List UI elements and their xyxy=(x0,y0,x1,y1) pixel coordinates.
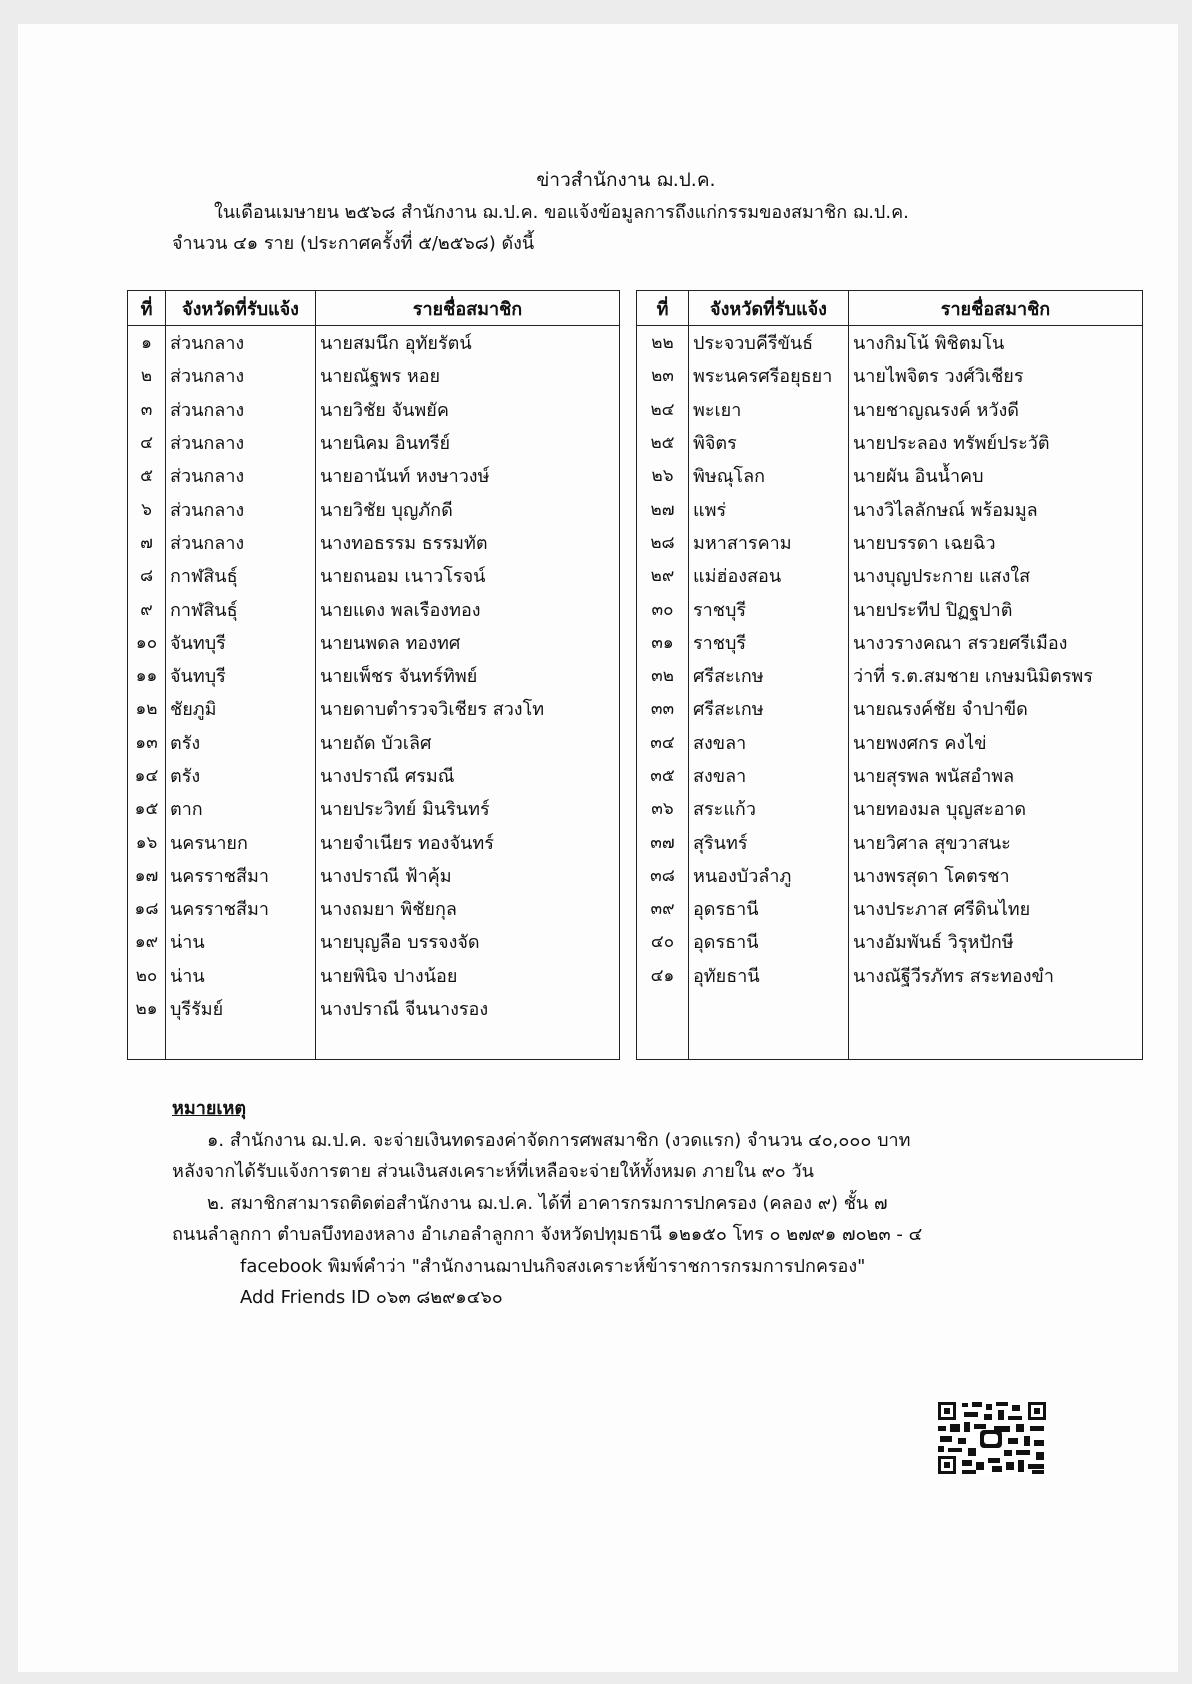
table-row xyxy=(128,326,620,360)
row-member-name xyxy=(316,1025,620,1059)
row-member-name: นายนิคม อินทรีย์ xyxy=(316,426,620,459)
row-number: ๙ xyxy=(128,592,166,625)
row-number: ๓๒ xyxy=(637,659,689,692)
table-row xyxy=(128,492,620,525)
row-province: นครนายก xyxy=(166,825,316,858)
table-row xyxy=(637,559,1143,592)
row-member-name: นายถัด บัวเลิศ xyxy=(316,726,620,759)
table-row xyxy=(637,359,1143,392)
row-member-name: นางบุญประกาย แสงใส xyxy=(849,559,1143,592)
note-line-5: facebook พิมพ์คำว่า "สำนักงานฌาปนกิจสงเคราะห์ข้าราชการกรมการปกครอง" xyxy=(240,1256,866,1277)
row-member-name: นายไพจิตร วงศ์วิเชียร xyxy=(849,359,1143,392)
row-member-name: นายแดง พลเรืองทอง xyxy=(316,592,620,625)
row-number: ๑๒ xyxy=(128,692,166,725)
table-row xyxy=(128,592,620,625)
row-member-name: นางพรสุดา โคตรชา xyxy=(849,859,1143,892)
row-number: ๓๘ xyxy=(637,859,689,892)
row-member-name: นายวิศาล สุขวาสนะ xyxy=(849,825,1143,858)
table-row xyxy=(128,1025,620,1059)
row-province: หนองบัวลำภู xyxy=(689,859,849,892)
row-province: สงขลา xyxy=(689,759,849,792)
table-header-row xyxy=(128,291,620,326)
row-province: พระนครศรีอยุธยา xyxy=(689,359,849,392)
row-province: พิษณุโลก xyxy=(689,459,849,492)
row-member-name: นายณัฐพร หอย xyxy=(316,359,620,392)
table-row xyxy=(637,892,1143,925)
row-number: ๒ xyxy=(128,359,166,392)
row-number: ๑๐ xyxy=(128,626,166,659)
row-member-name: นางปราณี ฟ้าคุ้ม xyxy=(316,859,620,892)
row-member-name: นายนพดล ทองทศ xyxy=(316,626,620,659)
row-number: ๒๑ xyxy=(128,992,166,1025)
row-province: ราชบุรี xyxy=(689,626,849,659)
row-province: ศรีสะเกษ xyxy=(689,692,849,725)
row-number: ๓๙ xyxy=(637,892,689,925)
row-province: ส่วนกลาง xyxy=(166,426,316,459)
row-number: ๔๐ xyxy=(637,925,689,958)
row-number: ๓๗ xyxy=(637,825,689,858)
row-member-name: นายพงศกร คงไข่ xyxy=(849,726,1143,759)
table-row xyxy=(637,526,1143,559)
row-province: นครราชสีมา xyxy=(166,892,316,925)
row-province xyxy=(689,1025,849,1059)
member-table-left xyxy=(127,290,620,1060)
table-row xyxy=(637,959,1143,992)
row-member-name: นางอัมพันธ์ วิรุหปักษี xyxy=(849,925,1143,958)
row-province: มหาสารคาม xyxy=(689,526,849,559)
row-province: สงขลา xyxy=(689,726,849,759)
row-province: ประจวบคีรีขันธ์ xyxy=(689,326,849,360)
table-row xyxy=(637,393,1143,426)
row-member-name: นายอานันท์ หงษาวงษ์ xyxy=(316,459,620,492)
row-number: ๑๗ xyxy=(128,859,166,892)
row-province: อุดรธานี xyxy=(689,925,849,958)
row-member-name: นายถนอม เนาวโรจน์ xyxy=(316,559,620,592)
row-member-name: นายประทีป ปิฏฐปาติ xyxy=(849,592,1143,625)
table-row xyxy=(128,559,620,592)
page-title: ข่าวสำนักงาน ฌ.ป.ค. xyxy=(536,169,716,191)
row-number: ๒๐ xyxy=(128,959,166,992)
row-member-name: นายสุรพล พนัสอำพล xyxy=(849,759,1143,792)
table-row xyxy=(637,492,1143,525)
note-line-3: ๒. สมาชิกสามารถติดต่อสำนักงาน ฌ.ป.ค. ได้ที่ อาคารกรมการปกครอง (คลอง ๙) ชั้น ๗ xyxy=(207,1193,888,1214)
row-province: จันทบุรี xyxy=(166,659,316,692)
table-row xyxy=(637,659,1143,692)
row-number: ๒๘ xyxy=(637,526,689,559)
row-member-name: นางปราณี จีนนางรอง xyxy=(316,992,620,1025)
header-province: จังหวัดที่รับแจ้ง xyxy=(166,291,316,326)
table-row xyxy=(128,726,620,759)
row-number: ๑๙ xyxy=(128,925,166,958)
header-name: รายชื่อสมาชิก xyxy=(849,291,1143,326)
row-number: ๗ xyxy=(128,526,166,559)
table-row xyxy=(128,359,620,392)
row-member-name: นายประวิทย์ มินรินทร์ xyxy=(316,792,620,825)
row-member-name: นายบุญลือ บรรจงจัด xyxy=(316,925,620,958)
row-number: ๒๗ xyxy=(637,492,689,525)
row-number: ๔ xyxy=(128,426,166,459)
row-province: ส่วนกลาง xyxy=(166,359,316,392)
table-row xyxy=(637,326,1143,360)
row-province: แม่ฮ่องสอน xyxy=(689,559,849,592)
row-province: ส่วนกลาง xyxy=(166,492,316,525)
table-row xyxy=(637,459,1143,492)
header-province: จังหวัดที่รับแจ้ง xyxy=(689,291,849,326)
row-number: ๒๒ xyxy=(637,326,689,360)
row-member-name: นางวรางคณา สรวยศรีเมือง xyxy=(849,626,1143,659)
row-number: ๒๖ xyxy=(637,459,689,492)
row-province: ส่วนกลาง xyxy=(166,526,316,559)
table-header-row xyxy=(637,291,1143,326)
row-number xyxy=(637,1025,689,1059)
table-row xyxy=(128,626,620,659)
table-row xyxy=(128,825,620,858)
row-province: อุดรธานี xyxy=(689,892,849,925)
row-member-name: นางกิมโน้ พิชิตมโน xyxy=(849,326,1143,360)
row-province: น่าน xyxy=(166,925,316,958)
table-row xyxy=(128,393,620,426)
row-number: ๖ xyxy=(128,492,166,525)
header-no: ที่ xyxy=(128,291,166,326)
row-province: ตาก xyxy=(166,792,316,825)
intro-line-1: ในเดือนเมษายน ๒๕๖๘ สำนักงาน ฌ.ป.ค. ขอแจ้งข้อมูลการถึงแก่กรรมของสมาชิก ฌ.ป.ค. xyxy=(214,202,909,223)
row-number: ๓๔ xyxy=(637,726,689,759)
row-province: ส่วนกลาง xyxy=(166,393,316,426)
row-member-name: นายพินิจ ปางน้อย xyxy=(316,959,620,992)
table-row xyxy=(637,592,1143,625)
table-row xyxy=(637,825,1143,858)
table-row xyxy=(128,426,620,459)
table-row xyxy=(128,526,620,559)
table-row xyxy=(128,992,620,1025)
row-member-name: นางถมยา พิชัยกุล xyxy=(316,892,620,925)
row-province: ส่วนกลาง xyxy=(166,459,316,492)
row-province xyxy=(689,992,849,1025)
row-number: ๓๓ xyxy=(637,692,689,725)
row-member-name: นางวิไลลักษณ์ พร้อมมูล xyxy=(849,492,1143,525)
row-number xyxy=(128,1025,166,1059)
row-province: ตรัง xyxy=(166,726,316,759)
row-number: ๒๓ xyxy=(637,359,689,392)
row-province: ตรัง xyxy=(166,759,316,792)
row-member-name: นายณรงค์ชัย จำปาขีด xyxy=(849,692,1143,725)
row-member-name: นายจำเนียร ทองจันทร์ xyxy=(316,825,620,858)
row-province: ราชบุรี xyxy=(689,592,849,625)
note-line-4: ถนนลำลูกกา ตำบลบึงทองหลาง อำเภอลำลูกกา จังหวัดปทุมธานี ๑๒๑๕๐ โทร ๐ ๒๗๙๑ ๗๐๒๓ - ๔ xyxy=(172,1224,923,1245)
row-number: ๑๕ xyxy=(128,792,166,825)
row-number: ๑๑ xyxy=(128,659,166,692)
row-number: ๑๔ xyxy=(128,759,166,792)
row-number xyxy=(637,992,689,1025)
table-row xyxy=(128,925,620,958)
row-number: ๘ xyxy=(128,559,166,592)
row-province: พิจิตร xyxy=(689,426,849,459)
row-member-name: นายบรรดา เฉยฉิว xyxy=(849,526,1143,559)
table-row xyxy=(637,992,1143,1025)
table-row xyxy=(128,459,620,492)
row-number: ๓๕ xyxy=(637,759,689,792)
row-province: ส่วนกลาง xyxy=(166,326,316,360)
row-number: ๓๖ xyxy=(637,792,689,825)
row-province: บุรีรัมย์ xyxy=(166,992,316,1025)
table-row xyxy=(637,692,1143,725)
row-province: จันทบุรี xyxy=(166,626,316,659)
row-number: ๑ xyxy=(128,326,166,360)
row-member-name: นายวิชัย จันพยัค xyxy=(316,393,620,426)
row-number: ๓ xyxy=(128,393,166,426)
table-row xyxy=(637,626,1143,659)
row-province: อุทัยธานี xyxy=(689,959,849,992)
row-member-name: นายเพ็ชร จันทร์ทิพย์ xyxy=(316,659,620,692)
row-province: น่าน xyxy=(166,959,316,992)
row-number: ๒๙ xyxy=(637,559,689,592)
table-row xyxy=(128,792,620,825)
row-province xyxy=(166,1025,316,1059)
table-row xyxy=(637,925,1143,958)
row-number: ๒๕ xyxy=(637,426,689,459)
table-row xyxy=(637,792,1143,825)
member-table-right xyxy=(636,290,1143,1060)
row-member-name: นางณัฐีวีรภัทร สระทองขำ xyxy=(849,959,1143,992)
header-name: รายชื่อสมาชิก xyxy=(316,291,620,326)
row-number: ๕ xyxy=(128,459,166,492)
row-member-name: นายวิชัย บุญภักดี xyxy=(316,492,620,525)
row-province: ศรีสะเกษ xyxy=(689,659,849,692)
table-row xyxy=(637,426,1143,459)
row-member-name: ว่าที่ ร.ต.สมชาย เกษมนิมิตรพร xyxy=(849,659,1143,692)
row-member-name xyxy=(849,992,1143,1025)
row-member-name: นายชาญณรงค์ หวังดี xyxy=(849,393,1143,426)
table-row xyxy=(128,892,620,925)
table-row xyxy=(637,859,1143,892)
table-row xyxy=(128,692,620,725)
row-number: ๓๑ xyxy=(637,626,689,659)
table-row xyxy=(128,659,620,692)
qr-code-icon xyxy=(936,1400,1048,1476)
row-province: กาฬสินธุ์ xyxy=(166,592,316,625)
header-no: ที่ xyxy=(637,291,689,326)
row-member-name: นายทองมล บุญสะอาด xyxy=(849,792,1143,825)
row-member-name: นายผัน อินน้ำคบ xyxy=(849,459,1143,492)
table-row xyxy=(128,859,620,892)
row-member-name: นายประลอง ทรัพย์ประวัติ xyxy=(849,426,1143,459)
notes-heading: หมายเหตุ xyxy=(172,1098,247,1119)
row-number: ๑๖ xyxy=(128,825,166,858)
table-row xyxy=(637,726,1143,759)
row-province: แพร่ xyxy=(689,492,849,525)
row-member-name: นางทอธรรม ธรรมทัต xyxy=(316,526,620,559)
row-member-name xyxy=(849,1025,1143,1059)
note-line-1: ๑. สำนักงาน ฌ.ป.ค. จะจ่ายเงินทดรองค่าจัดการศพสมาชิก (งวดแรก) จำนวน ๔๐,๐๐๐ บาท xyxy=(207,1130,911,1151)
row-province: สระแก้ว xyxy=(689,792,849,825)
table-row xyxy=(128,759,620,792)
row-province: พะเยา xyxy=(689,393,849,426)
row-number: ๓๐ xyxy=(637,592,689,625)
row-number: ๑๘ xyxy=(128,892,166,925)
row-member-name: นางปราณี ศรมณี xyxy=(316,759,620,792)
table-row xyxy=(637,759,1143,792)
row-number: ๒๔ xyxy=(637,393,689,426)
table-row xyxy=(637,1025,1143,1059)
row-province: กาฬสินธุ์ xyxy=(166,559,316,592)
row-number: ๑๓ xyxy=(128,726,166,759)
table-row xyxy=(128,959,620,992)
note-line-6: Add Friends ID ๐๖๓ ๘๒๙๑๔๖๐ xyxy=(240,1287,503,1308)
row-member-name: นายดาบตำรวจวิเชียร สวงโท xyxy=(316,692,620,725)
row-number: ๔๑ xyxy=(637,959,689,992)
intro-line-2: จำนวน ๔๑ ราย (ประกาศครั้งที่ ๕/๒๕๖๘) ดังนี้ xyxy=(172,233,535,254)
row-province: ชัยภูมิ xyxy=(166,692,316,725)
row-member-name: นางประภาส ศรีดินไทย xyxy=(849,892,1143,925)
row-province: นครราชสีมา xyxy=(166,859,316,892)
row-member-name: นายสมนึก อุทัยรัตน์ xyxy=(316,326,620,360)
note-line-2: หลังจากได้รับแจ้งการตาย ส่วนเงินสงเคราะห์ที่เหลือจะจ่ายให้ทั้งหมด ภายใน ๙๐ วัน xyxy=(172,1161,814,1182)
row-province: สุรินทร์ xyxy=(689,825,849,858)
